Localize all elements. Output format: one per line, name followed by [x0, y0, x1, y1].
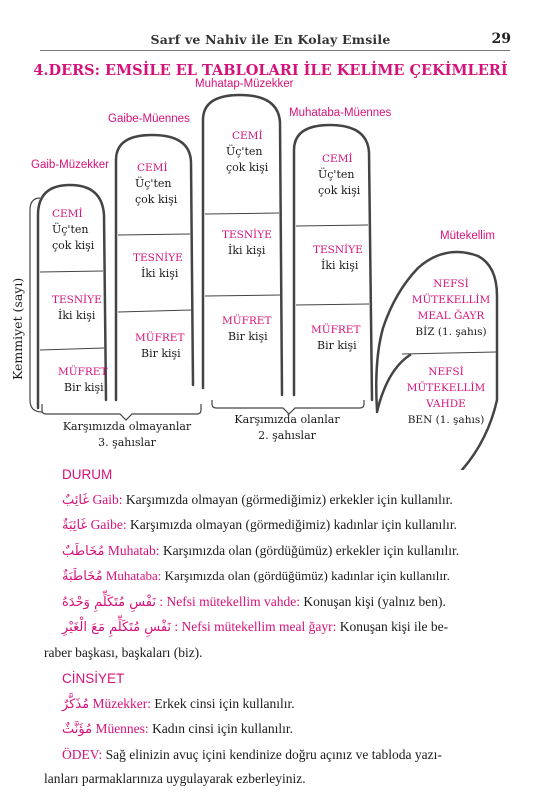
- durum-muhatab: مُخَاطَبٌ Muhatab: Karşımızda olan (gördüğümüz) erkekler için kullanılır.: [62, 542, 460, 559]
- f2-tesniye: TESNİYE İki kişi: [133, 252, 183, 280]
- f4-tesniye: TESNİYE İki kişi: [313, 244, 363, 272]
- side-axis-label: Kemmiyet (sayı): [10, 277, 25, 380]
- label-gaibe-muennes: Gaibe-Müennes: [108, 113, 190, 125]
- durum-gaib: غَائِبٌ Gaib: Karşımızda olmayan (görmediğimiz) erkekler için kullanılır.: [62, 491, 453, 508]
- durum-vahde: نَفْسِ مُتَكَلِّمِ وَحْدَهُ : Nefsi mütekellim vahde: Konuşan kişi (yalnız ben).: [62, 593, 446, 610]
- f3-cemi: CEMİ Üç'ten çok kişi: [226, 130, 269, 174]
- page-number: 29: [491, 31, 511, 47]
- f3-tesniye: TESNİYE İki kişi: [222, 229, 272, 257]
- durum-meal-gayr: نَفْسِ مُتَكَلِّمِ مَعَ الْغَيْرِ : Nefsi mütekellim meal ğayr: Konuşan kişi ile be-: [62, 619, 449, 635]
- cinsiyet-muennes: مُؤَنَّثٌ Müennes: Kadın cinsi için kullanılır.: [62, 721, 294, 737]
- durum-muhataba: مُخَاطَبَةٌ Muhataba: Karşımızda olan (gördüğümüz) kadınlar için kullanılır.: [62, 568, 450, 584]
- thumb-meal-gayr: NEFSİ MÜTEKELLİM MEAL ĞAYR BİZ (1. şahıs): [411, 278, 491, 338]
- thumb-vahde: NEFSİ MÜTEKELLİM VAHDE BEN (1. şahıs): [406, 366, 486, 426]
- f4-mufret: MÜFRET Bir kişi: [311, 324, 361, 352]
- odev-line: ÖDEV: Sağ elinizin avuç içini kendinize doğru açınız ve tabloda yazı-: [62, 746, 442, 762]
- f2-mufret: MÜFRET Bir kişi: [135, 332, 185, 360]
- group-right-label: Karşımızda olanlar 2. şahıslar: [234, 413, 340, 442]
- f1-mufret: MÜFRET Bir kişi: [58, 366, 108, 394]
- durum-gaibe: غَائِبَةٌ Gaibe: Karşımızda olmayan (görmediğimiz) kadınlar için kullanılır.: [62, 517, 457, 533]
- durum-meal-gayr-cont: raber başkası, başkaları (biz).: [44, 644, 203, 660]
- f4-cemi: CEMİ Üç'ten çok kişi: [318, 153, 361, 197]
- durum-heading: DURUM: [62, 467, 113, 482]
- odev-line-cont: lanları parmaklarınıza uygulayarak ezberleyiniz.: [44, 771, 306, 786]
- label-gaib-muzekker: Gaib-Müzekker: [31, 159, 109, 171]
- label-muhataba-muennes: Muhataba-Müennes: [289, 107, 392, 119]
- label-mutekellim: Mütekellim: [440, 230, 495, 242]
- running-header-title: Sarf ve Nahiv ile En Kolay Emsile: [150, 32, 391, 47]
- f3-mufret: MÜFRET Bir kişi: [222, 315, 272, 343]
- cinsiyet-muzekker: مُذَكَّرٌ Müzekker: Erkek cinsi için kullanılır.: [62, 695, 295, 712]
- f1-tesniye: TESNİYE İki kişi: [52, 294, 102, 322]
- f1-cemi: CEMİ Üç'ten çok kişi: [52, 208, 95, 252]
- f2-cemi: CEMİ Üç'ten çok kişi: [135, 162, 178, 206]
- lesson-title: 4.DERS: EMSİLE EL TABLOLARI İLE KELİME ÇEKİMLERİ: [33, 62, 508, 79]
- group-left-label: Karşımızda olmayanlar 3. şahıslar: [62, 420, 192, 449]
- cinsiyet-heading: CİNSİYET: [62, 671, 125, 686]
- body-text: [44, 463, 508, 792]
- label-muhatap-muzekker: Muhatap-Müzekker: [195, 78, 294, 90]
